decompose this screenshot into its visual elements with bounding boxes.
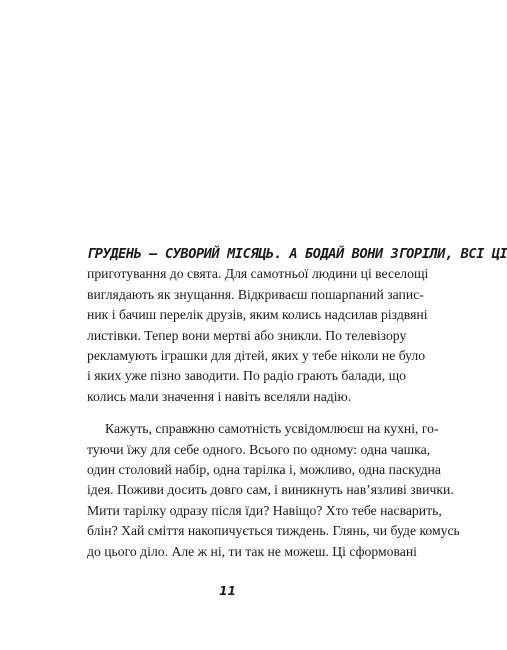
paragraph-2-line-4: ідея. Поживи досить довго сам, і виникнуть нав’язливі звички. [87, 482, 454, 498]
chapter-opening-line: ГРУДЕНЬ – СУВОРИЙ МІСЯЦЬ. А БОДАЙ ВОНИ ЗГОРІЛИ, ВСІ ЦІ [87, 246, 507, 262]
paragraph-2-line-1: Кажуть, справжню самотність усвідомлюєш на кухні, го- [105, 421, 439, 437]
paragraph-1-line-3: ник і бачиш перелік друзів, яким колись надсилав різдвяні [87, 307, 428, 323]
page-number: 11 [219, 584, 236, 598]
paragraph-1-line-2: виглядають як знущання. Відкриваєш пошарпаний запис- [87, 286, 424, 302]
paragraph-1-line-6: і яких уже пізно заводити. По радіо грають балади, що [87, 368, 406, 384]
paragraph-1-line-7: колись мали значення і навіть вселяли надію. [87, 388, 352, 404]
paragraph-1-line-4: листівки. Тепер вони мертві або зникли. По телевізору [87, 327, 407, 343]
paragraph-2-line-7: до цього діло. Але ж ні, ти так не можеш. Ці сформовані [87, 543, 417, 559]
paragraph-2-line-2: туючи їжу для себе одного. Всього по одному: одна чашка, [87, 441, 431, 457]
paragraph-1-line-5: рекламують іграшки для дітей, яких у тебе ніколи не було [87, 348, 426, 364]
paragraph-2-line-5: Мити тарілку одразу після їди? Навіщо? Хто тебе насварить, [87, 502, 442, 518]
paragraph-2-line-6: блін? Хай сміття накопичується тиждень. Глянь, чи буде комусь [87, 523, 460, 539]
paragraph-1-line-1: приготування до свята. Для самотньої людини ці веселощі [87, 266, 429, 282]
body-text [87, 244, 507, 562]
paragraph-2-line-3: один столовий набір, одна тарілка і, можливо, одна паскудна [87, 462, 441, 478]
